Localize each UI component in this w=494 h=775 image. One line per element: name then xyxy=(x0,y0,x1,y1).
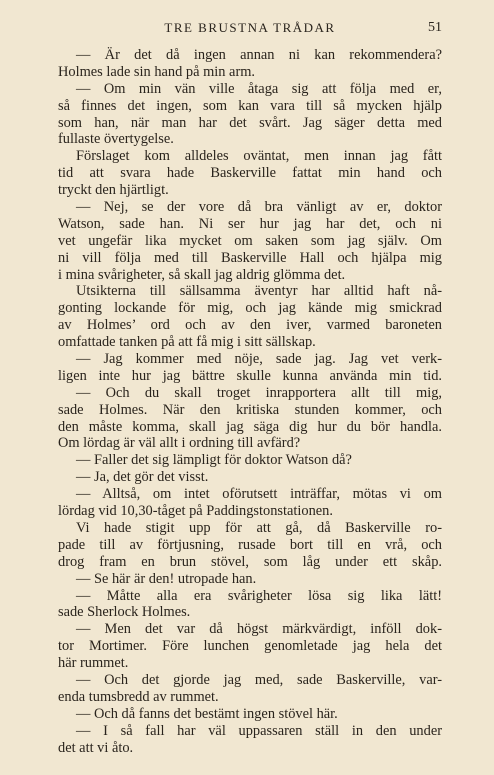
text-line: — I så fall har väl uppassaren ställ in den under xyxy=(76,722,442,739)
text-line: Vi hade stigit upp för att gå, då Baskerville ro- xyxy=(76,519,442,536)
text-line: — Men det var då högst märkvärdigt, inföll dok- xyxy=(76,621,442,638)
body-text xyxy=(58,47,442,756)
text-line: som han, när man har det svårt. Jag säger detta med xyxy=(58,114,442,131)
text-line: — Nej, se der vore då bra vänligt av er, doktor xyxy=(76,199,442,216)
text-line: — Och det gjorde jag med, sade Baskerville, var- xyxy=(76,671,442,688)
text-line: ni vill följa med till Baskerville Hall och hjälpa mig xyxy=(58,249,442,266)
text-line: omfattade tanken på att få mig i sitt sällskap. xyxy=(58,334,316,351)
text-line: enda tumsbredd av rummet. xyxy=(58,688,219,705)
text-line: den måste komma, skall jag säga dig hur du bör handla. xyxy=(58,418,442,435)
text-line: gonting lockande för mig, och jag kände mig smickrad xyxy=(58,300,442,317)
text-line: vet ungefär lika mycket om saken som jag själv. Om xyxy=(58,232,442,249)
text-line: här rummet. xyxy=(58,655,129,672)
text-line: sade Sherlock Holmes. xyxy=(58,604,191,621)
page-number: 51 xyxy=(428,20,442,35)
text-line: — Och du skall troget inrapportera allt till mig, xyxy=(76,384,442,401)
text-line: Om lördag är väl allt i ordning till avfärd? xyxy=(58,435,301,452)
text-line: Holmes lade sin hand på min arm. xyxy=(58,63,256,80)
text-line: Förslaget kom alldeles oväntat, men innan jag fått xyxy=(76,148,442,165)
text-line: — Ja, det gör det visst. xyxy=(76,469,209,486)
text-line: drog fram en brun stövel, som låg under ett skåp. xyxy=(58,553,442,570)
text-line: fullaste övertygelse. xyxy=(58,131,174,148)
text-line: — Alltså, om intet oförutsett inträffar, mötas vi om xyxy=(76,486,442,503)
text-line: lördag vid 10,30-tåget på Paddingstonstationen. xyxy=(58,503,333,520)
text-line: tid att svara hade Baskerville fattat min hand och xyxy=(58,165,442,182)
text-line: tor Mortimer. Före lunchen genomletade jag hela det xyxy=(58,638,442,655)
text-line: av Holmes’ ord och av den iver, varmed baroneten xyxy=(58,317,442,334)
text-line: Utsikterna till sällsamma äventyr har alltid haft nå- xyxy=(76,283,442,300)
text-line: i mina svårigheter, så skall jag aldrig glömma det. xyxy=(58,266,346,283)
running-title: TRE BRUSTNA TRÅDAR xyxy=(164,20,336,35)
text-line: — Om min vän ville åtaga sig att följa med er, xyxy=(76,80,442,97)
text-line: tryckt den hjärtligt. xyxy=(58,182,169,199)
text-line: sade Holmes. När den kritiska stunden kommer, och xyxy=(58,401,442,418)
text-line: så finnes det ingen, som kan vara till så mycken hjälp xyxy=(58,97,442,114)
text-line: — Faller det sig lämpligt för doktor Watson då? xyxy=(76,452,352,469)
text-line: — Är det då ingen annan ni kan rekommendera? xyxy=(76,47,442,63)
text-line: — Se här är den! utropade han. xyxy=(76,570,257,587)
text-line: Watson, sade han. Ni ser hur jag har det, och ni xyxy=(58,215,442,232)
text-line: — Och då fanns det bestämt ingen stövel här. xyxy=(76,705,338,722)
page-header xyxy=(58,20,442,40)
text-line: pade till av förtjusning, rusade bort till en vrå, och xyxy=(58,536,442,553)
text-line: — Måtte alla era svårigheter lösa sig lika lätt! xyxy=(76,587,442,604)
text-line: det att vi åto. xyxy=(58,739,134,756)
text-line: — Jag kommer med nöje, sade jag. Jag vet verk- xyxy=(76,351,442,368)
text-line: ligen inte hur jag bättre skulle kunna använda min tid. xyxy=(58,367,442,384)
